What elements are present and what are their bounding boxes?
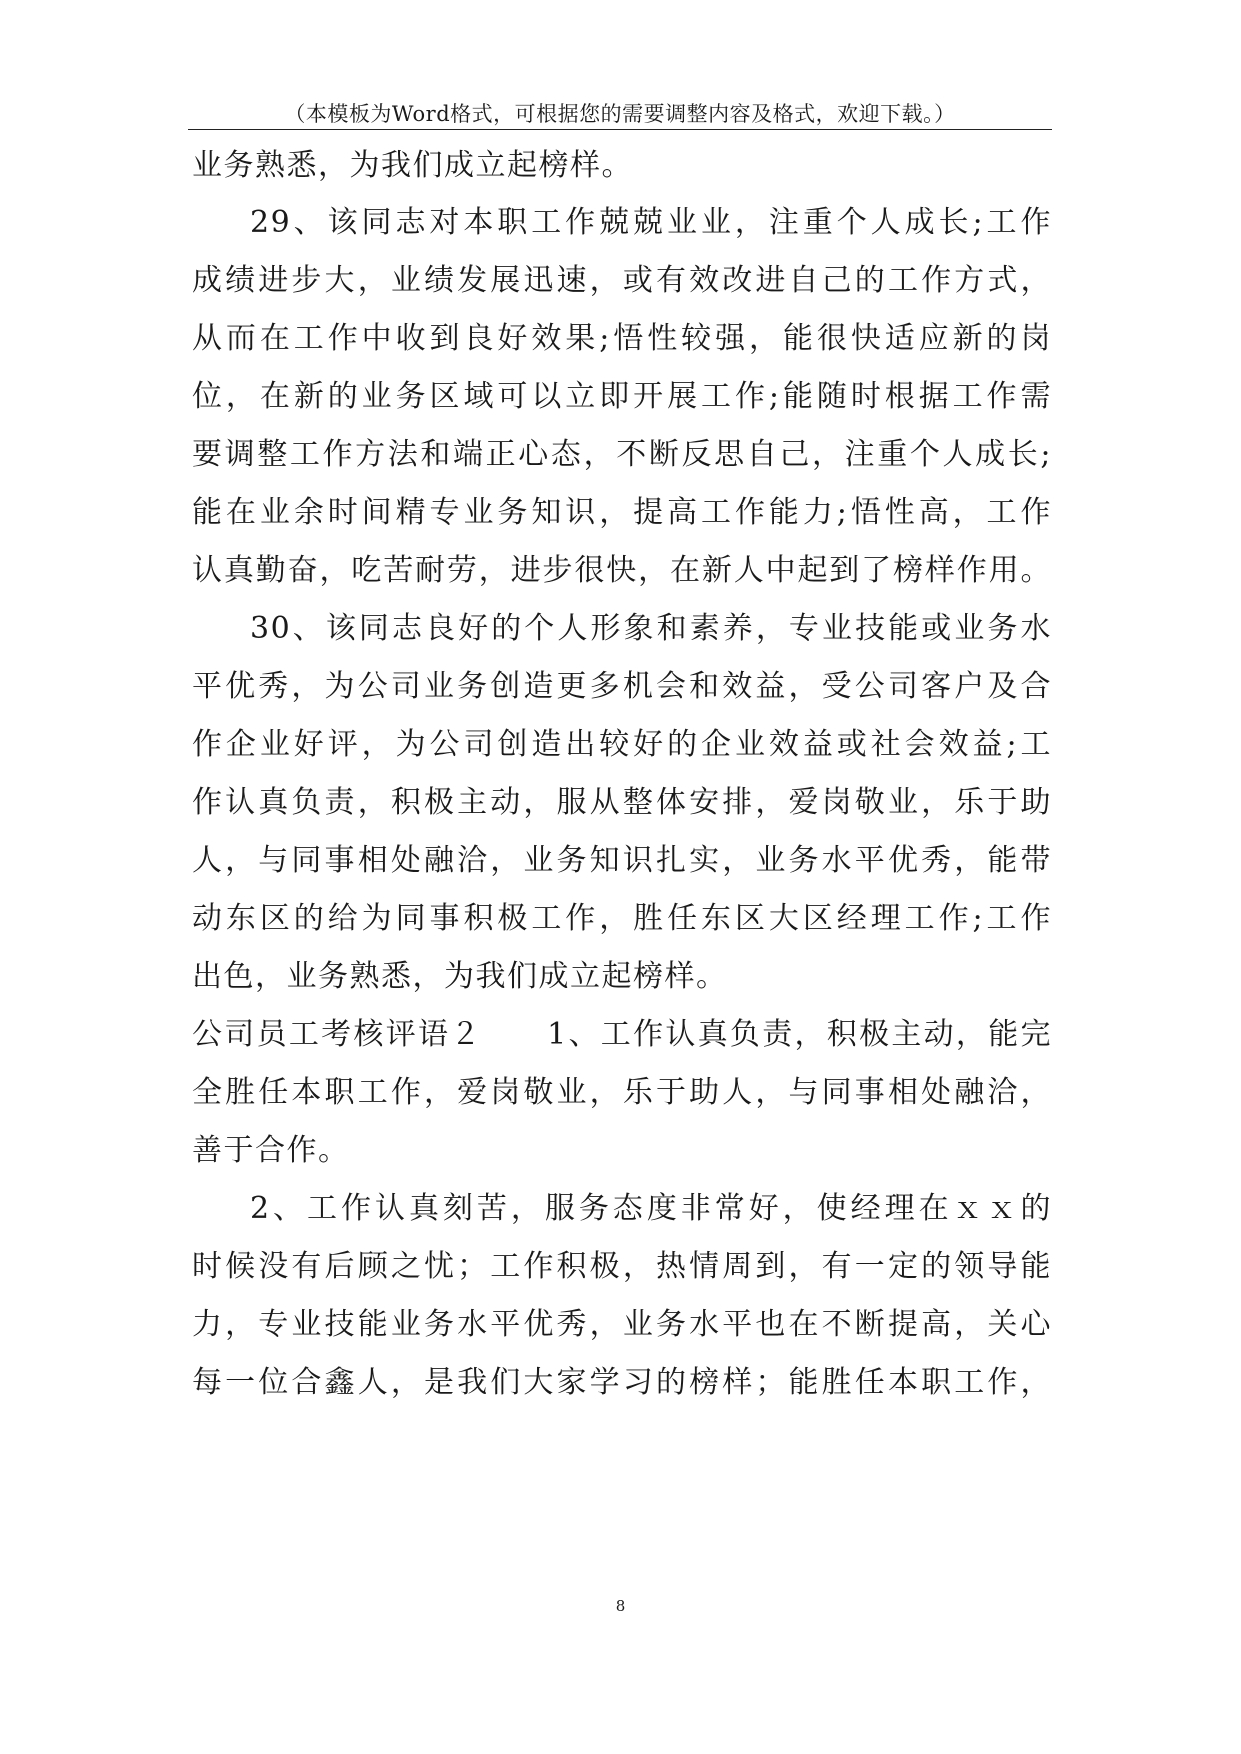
paragraph-30-start: 30、该同志良好的个人形象和素养，专业技能或业务水 xyxy=(250,611,1052,646)
page-header-note: （本模板为Word格式，可根据您的需要调整内容及格式，欢迎下载。） xyxy=(284,102,956,126)
body-line: 要调整工作方法和端正心态，不断反思自己，注重个人成长; xyxy=(192,437,1052,472)
body-line: 平优秀，为公司业务创造更多机会和效益，受公司客户及合 xyxy=(192,669,1052,704)
body-line: 能在业余时间精专业务知识，提高工作能力;悟性高，工作 xyxy=(192,495,1052,530)
page-number: 8 xyxy=(615,1597,626,1615)
paragraph-29-start: 29、该同志对本职工作兢兢业业，注重个人成长;工作 xyxy=(250,205,1052,240)
body-line: 人，与同事相处融洽，业务知识扎实，业务水平优秀，能带 xyxy=(192,843,1052,878)
body-line: 力，专业技能业务水平优秀，业务水平也在不断提高，关心 xyxy=(192,1307,1052,1342)
body-line: 作认真负责，积极主动，服从整体安排，爱岗敬业，乐于助 xyxy=(192,785,1052,820)
paragraph-2-start: 2、工作认真刻苦，服务态度非常好，使经理在ｘｘ的 xyxy=(250,1191,1052,1226)
body-line: 善于合作。 xyxy=(192,1133,350,1168)
body-line: 动东区的给为同事积极工作，胜任东区大区经理工作;工作 xyxy=(192,901,1052,936)
body-line: 时候没有后顾之忧；工作积极，热情周到，有一定的领导能 xyxy=(192,1249,1052,1284)
body-line: 位，在新的业务区域可以立即开展工作;能随时根据工作需 xyxy=(192,379,1052,414)
body-line: 出色，业务熟悉，为我们成立起榜样。 xyxy=(192,959,728,994)
body-line: 认真勤奋，吃苦耐劳，进步很快，在新人中起到了榜样作用。 xyxy=(192,553,1052,588)
section-heading-line: 公司员工考核评语２ 1、工作认真负责，积极主动，能完 xyxy=(192,1017,1052,1052)
body-line: 成绩进步大，业绩发展迅速，或有效改进自己的工作方式， xyxy=(192,263,1052,298)
body-line: 作企业好评，为公司创造出较好的企业效益或社会效益;工 xyxy=(192,727,1052,762)
body-line: 全胜任本职工作，爱岗敬业，乐于助人，与同事相处融洽， xyxy=(192,1075,1052,1110)
header-divider xyxy=(188,129,1052,130)
body-line: 每一位合鑫人，是我们大家学习的榜样；能胜任本职工作， xyxy=(192,1365,1052,1400)
body-line: 业务熟悉，为我们成立起榜样。 xyxy=(192,148,633,183)
body-line: 从而在工作中收到良好效果;悟性较强，能很快适应新的岗 xyxy=(192,321,1052,356)
